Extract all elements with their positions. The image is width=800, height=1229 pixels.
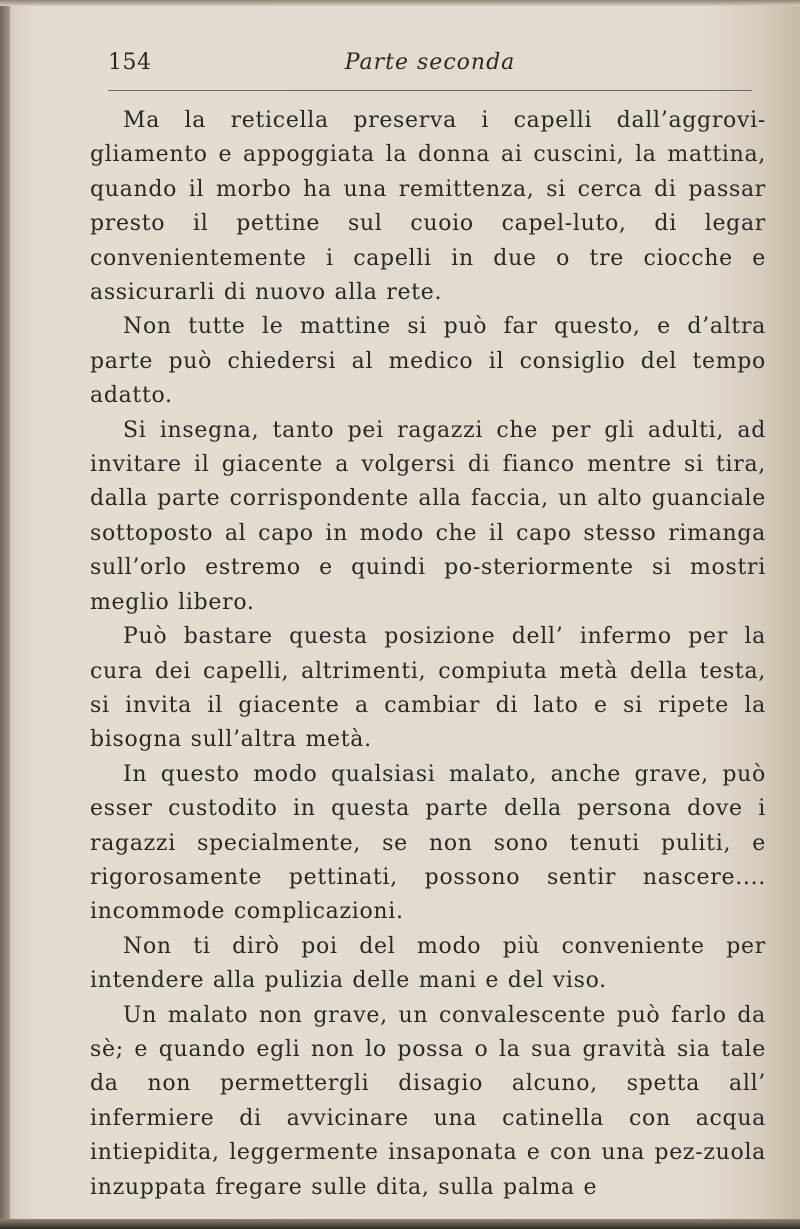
page-top-edge <box>0 0 800 6</box>
paragraph-7: Un malato non grave, un convalescente può farlo da sè; e quando egli non lo possa o la sua gravità sia tale da non permettergli disagio alcuno, spetta all’ infermiere di avvicinare una catinella con acqua intiepidita, leggermente insaponata e con una pez-zuola inzuppata fregare sulle dita, sulla palma e <box>90 1002 766 1200</box>
page-bottom-edge <box>0 1219 800 1229</box>
paragraph-2: Non tutte le mattine si può far questo, e d’altra parte può chiedersi al medico il consiglio del tempo adatto. <box>90 314 766 409</box>
book-binding-edge <box>0 0 10 1229</box>
paragraph-1: Ma la reticella preserva i capelli dall’aggrovi-gliamento e appoggiata la donna ai cuscini, la mattina, quando il morbo ha una remittenza, si cerca di passar presto il pettine sul cuoio capel-luto, di legar convenientemente i capelli in due o tre ciocche e assicurarli di nuovo alla rete. <box>90 108 766 306</box>
body-text <box>90 104 766 1205</box>
paragraph-6: Non ti dirò poi del modo più conveniente per intendere alla pulizia delle mani e del viso. <box>90 933 766 994</box>
paragraph-4: Può bastare questa posizione dell’ infermo per la cura dei capelli, altrimenti, compiuta metà della testa, si invita il giacente a cambiar di lato e si ripete la bisogna sull’altra metà. <box>90 624 766 753</box>
paragraph-5: In questo modo qualsiasi malato, anche grave, può esser custodito in questa parte della persona dove i ragazzi specialmente, se non sono tenuti puliti, e rigorosamente pettinati, possono sentir nascere.... incommode complicazioni. <box>90 761 766 925</box>
page-number: 154 <box>108 50 152 75</box>
paragraph-3: Si insegna, tanto pei ragazzi che per gli adulti, ad invitare il giacente a volgersi di fianco mentre si tira, dalla parte corrispondente alla faccia, un alto guanciale sottoposto al capo in modo che il capo stesso rimanga sull’orlo estremo e quindi po-steriormente si mostri meglio libero. <box>90 417 766 615</box>
running-head <box>108 46 752 91</box>
running-title: Parte seconda <box>344 50 516 75</box>
